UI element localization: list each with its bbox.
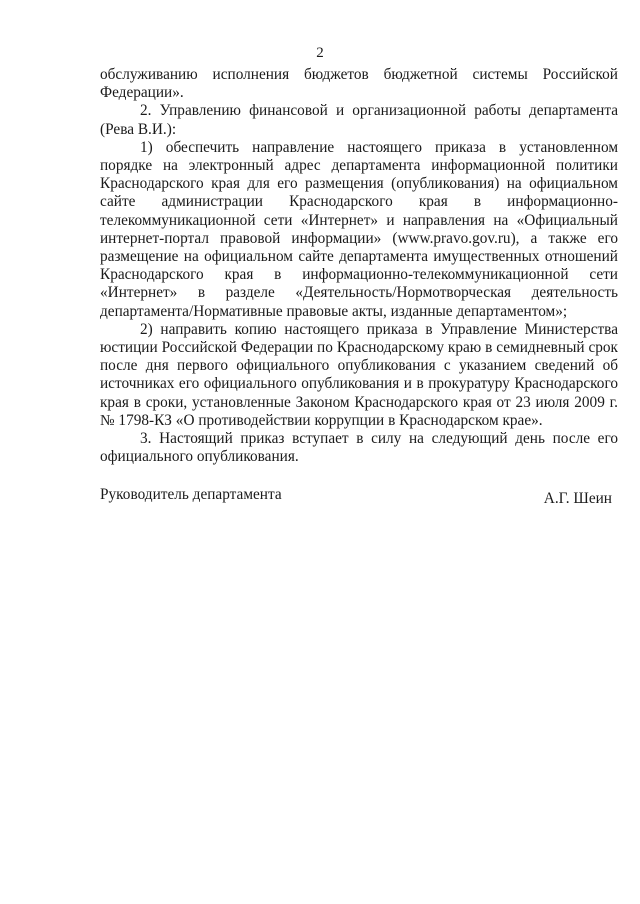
paragraph-item-2: 2. Управлению финансовой и организационной работы департамента (Рева В.И.): <box>100 102 618 138</box>
paragraph-continuation: обслуживанию исполнения бюджетов бюджетной системы Российской Федерации». <box>100 66 618 102</box>
paragraph-subitem-2: 2) направить копию настоящего приказа в Управление Министерства юстиции Российской Федерации по Краснодарскому краю в семидневный срок после дня первого официального опубликования с указанием сведений об источниках его официального опубликования и в прокуратуру Краснодарского края в сроки, установленные Законом Краснодарского края от 23 июля 2009 г. № 1798-КЗ «О противодействии коррупции в Краснодарском крае». <box>100 320 618 429</box>
document-body <box>100 66 618 466</box>
signatory-position: Руководитель департамента <box>100 486 282 503</box>
paragraph-item-3: 3. Настоящий приказ вступает в силу на следующий день после его официального опубликования. <box>100 430 618 466</box>
page-number: 2 <box>316 45 324 61</box>
signature-block <box>100 486 612 508</box>
paragraph-subitem-1: 1) обеспечить направление настоящего приказа в установленном порядке на электронный адрес департамента информационной политики Краснодарского края для его размещения (опубликования) на официальном сайте администрации Краснодарского края в информационно-телекоммуникационной сети «Интернет» и направления на «Официальный интернет-портал правовой информации» (www.pravo.gov.ru), а также его размещение на официальном сайте департамента имущественных отношений Краснодарского края в информационно-телекоммуникационной сети «Интернет» в разделе «Деятельность/Нормотворческая деятельность департамента/Нормативные правовые акты, изданные департаментом»; <box>100 138 618 320</box>
signatory-name: А.Г. Шеин <box>543 490 612 507</box>
